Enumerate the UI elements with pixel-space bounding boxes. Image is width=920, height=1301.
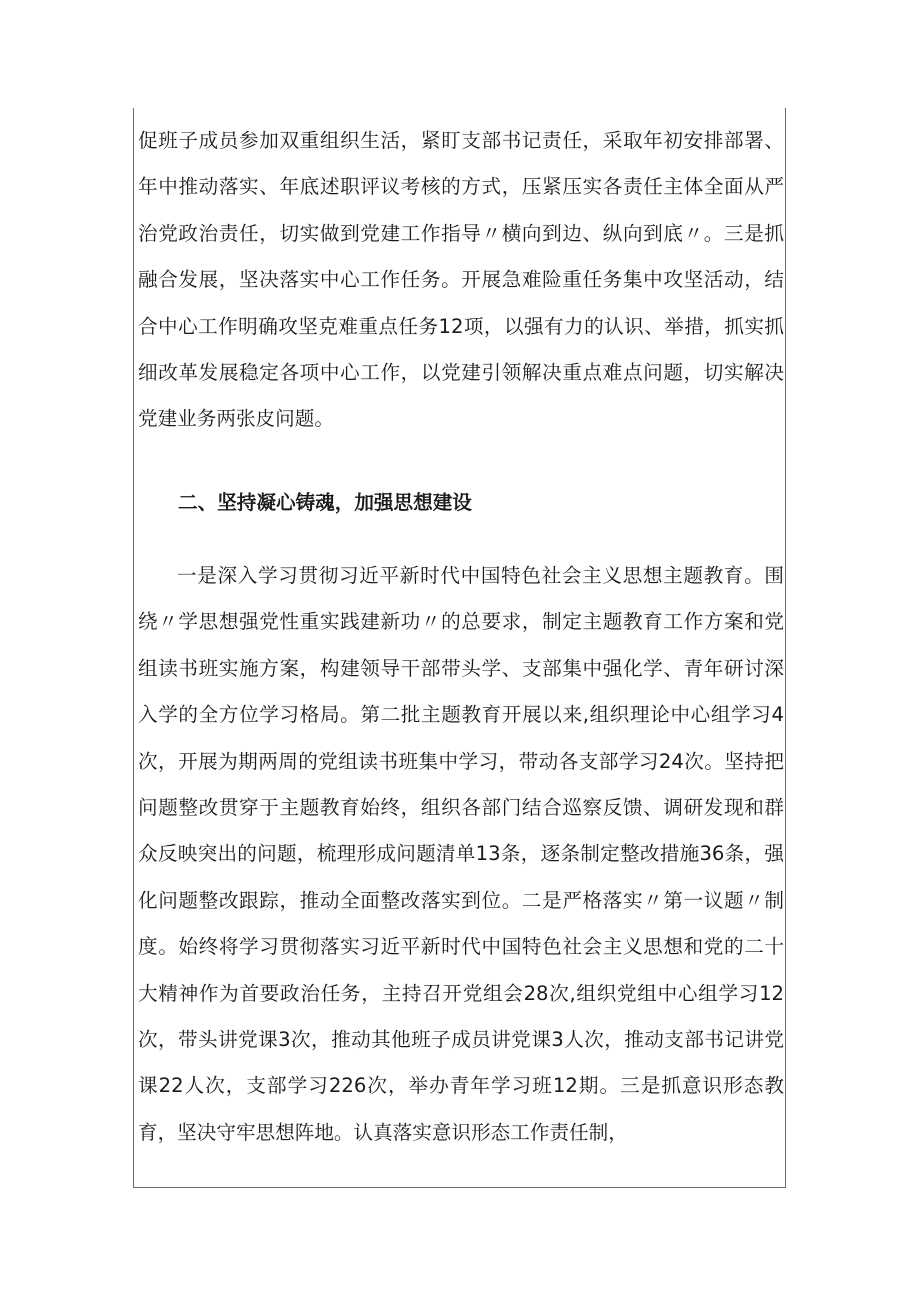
body-paragraph-theme-education: 一是深入学习贯彻习近平新时代中国特色社会主义思想主题教育。围绕〃学思想强党性重实践建新功〃的总要求，制定主题教育工作方案和党组读书班实施方案，构建领导干部带头学、支部集中强化学、青年研讨深入学的全方位学习格局。第二批主题教育开展以来,组织理论中心组学习4次，开展为期两周的党组读书班集中学习，带动各支部学习24次。坚持把问题整改贯穿于主题教育始终，组织各部门结合巡察反馈、调研发现和群众反映突出的问题，梳理形成问题清单13条，逐条制定整改措施36条，强化问题整改跟踪，推动全面整改落实到位。二是严格落实〃第一议题〃制度。始终将学习贯彻落实习近平新时代中国特色社会主义思想和党的二十大精神作为首要政治任务，主持召开党组会28次,组织党组中心组学习12次，带头讲党课3次，推动其他班子成员讲党课3人次，推动支部书记讲党课22人次，支部学习226次，举办青年学习班12期。三是抓意识形态教育，坚决守牢思想阵地。认真落实意识形态工作责任制， (138, 564, 784, 1144)
body-paragraph-party-building: 促班子成员参加双重组织生活，紧盯支部书记责任，采取年初安排部署、年中推动落实、年底述职评议考核的方式，压紧压实各责任主体全面从严治党政治责任，切实做到党建工作指导〃横向到边、纵向到底〃。三是抓融合发展，坚决落实中心工作任务。开展急难险重任务集中攻坚活动，结合中心工作明确攻坚克难重点任务12项，以强有力的认识、举措，抓实抓细改革发展稳定各项中心工作，以党建引领解决重点难点问题，切实解决党建业务两张皮问题。 (138, 129, 784, 431)
section-heading-ideological-building: 二、坚持凝心铸魂，加强思想建设 (178, 491, 472, 514)
